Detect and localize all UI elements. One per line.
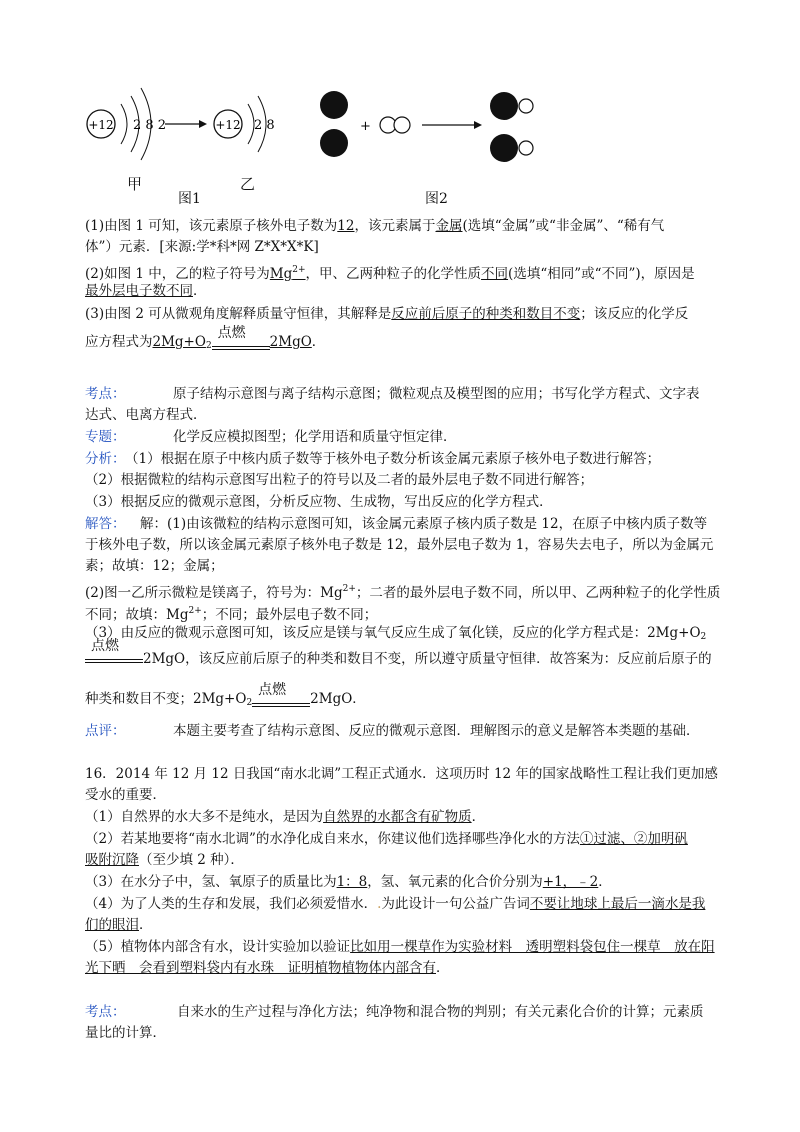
- figure-1-label-yi: 乙: [240, 175, 256, 193]
- q15-answer-ion-symbol: $Mg^{2+}$: [269, 265, 306, 282]
- electron-shells-jia: 2 8 2: [133, 118, 167, 133]
- q15-answer-electron-count: 12: [337, 218, 355, 234]
- a15-jieda-line4: (2)图一乙所示微粒是镁离子，符号为：$Mg^{2+}$；二者的最外层电子数不同，所以甲、乙两种粒子的化学性质: [85, 584, 721, 601]
- reaction-condition-3: 点燃: [252, 694, 310, 712]
- a15-fenxi-line2: （2）根据微粒的结构示意图写出粒子的符号以及二者的最外层电子数不同进行解答；: [85, 472, 594, 488]
- a15-jieda-line5: 不同；故填：$Mg^{2+}$；不同；最外层电子数不同；: [85, 606, 378, 623]
- q16-answer-4b: 们的眼泪: [85, 917, 139, 933]
- q15-part2-line2: 最外层电子数不同．: [85, 283, 207, 299]
- mgo-molecules-icon: [490, 92, 533, 162]
- q16-answer-3a: 1：8: [336, 874, 368, 890]
- q16-part5-line2: 光下晒 会看到塑料袋内有水珠 证明植物植物体内部含有．: [85, 960, 450, 976]
- a15-jieda-line6: （3）由反应的微观示意图可知，该反应是镁与氧气反应生成了氧化镁，反应的化学方程式是：$2Mg+O_2$: [85, 625, 707, 642]
- oxygen-molecule-icon: [380, 117, 410, 133]
- q16-part3: （3）在水分子中，氢、氧原子的质量比为1：8，氢、氧元素的化合价分别为+1，﹣2．: [85, 874, 612, 890]
- q15-part1-line1: (1)由图 1 可知，该元素原子核外电子数为12，该元素属于金属(选填“金属”或“非金属”、“稀有气: [85, 218, 665, 234]
- figure-1-diagram: [75, 80, 285, 175]
- a15-kaodian-line1: 考点： 原子结构示意图与离子结构示意图；微粒观点及模型图的应用；书写化学方程式、文字表: [85, 386, 700, 402]
- q15-answer-property: 不同: [481, 266, 509, 282]
- a15-kaodian-line2: 达式、电离方程式．: [85, 407, 207, 423]
- q16-part2-line1: （2）若某地要将“南水北调”的水净化成自来水，你建议他们选择哪些净化水的方法①过滤、②加明矾: [85, 831, 688, 847]
- electron-shells-yi: 2 8: [254, 118, 275, 133]
- a15-fenxi-line1: 分析：（1）根据在原子中核内质子数等于核外电子数分析该金属元素原子核外电子数进行解答；: [85, 451, 661, 467]
- q16-answer-5b: 光下晒 会看到塑料袋内有水珠 证明植物植物体内部含有: [85, 960, 436, 976]
- figure-1-caption: 图1: [178, 191, 201, 207]
- a15-zhuanti: 专题： 化学反应模拟图型；化学用语和质量守恒定律．: [85, 429, 457, 445]
- a16-kaodian-line2: 量比的计算．: [85, 1025, 166, 1041]
- reaction-arrow-icon: [165, 120, 207, 128]
- q16-answer-3b: +1，﹣2: [542, 874, 599, 890]
- q16-part1: （1）自然界的水大多不是纯水，是因为自然界的水都含有矿物质．: [85, 809, 486, 825]
- q15-answer-element-type: 金属: [435, 218, 463, 234]
- q15-part3-line1: (3)由图 2 可从微观角度解释质量守恒律，其解释是反应前后原子的种类和数目不变；该反应的化学反: [85, 306, 689, 322]
- atom-structure-jia: [87, 88, 166, 160]
- plus-sign: +: [360, 119, 371, 134]
- q16-part5-line1: （5）植物体内部含有水，设计实验加以验证比如用一棵草作为实验材料 透明塑料袋包住一棵草 放在阳: [85, 939, 715, 955]
- q15-part3-line2: 应方程式为$2Mg+O_2$ 点燃 2MgO．: [85, 333, 325, 355]
- q16-title-line1: 16．2014 年 12 月 12 日我国“南水北调”工程正式通水．这项历时 12 年的国家战略性工程让我们更加感: [85, 766, 718, 782]
- q15-answer-reason: 最外层电子数不同: [85, 283, 193, 299]
- q15-answer-equation: $2Mg+O_2$ 点燃 2MgO: [153, 334, 312, 350]
- figure-2-diagram: [310, 88, 550, 168]
- q16-answer-1: 自然界的水都含有矿物质: [323, 809, 472, 825]
- a15-jieda-line8: 种类和数目不变；$2Mg+O_2$ 点燃 2MgO．: [85, 690, 366, 712]
- reaction-condition: 点燃: [212, 337, 270, 355]
- q15-answer-explanation: 反应前后原子的种类和数目不变: [391, 306, 581, 322]
- q16-title-line2: 受水的重要．: [85, 787, 166, 803]
- a15-fenxi-line3: （3）根据反应的微观示意图，分析反应物、生成物，写出反应的化学方程式．: [85, 494, 553, 510]
- q16-part4-line2: 们的眼泪．: [85, 917, 153, 933]
- q16-part2-line2: 吸附沉降（至少填 2 种）．: [85, 852, 244, 868]
- q15-part1-line2: 体”）元素．[来源:学*科*网 Z*X*X*K]: [85, 239, 319, 255]
- magnesium-atoms-icon: [320, 91, 348, 157]
- q15-part2-line1: (2)如图 1 中，乙的粒子符号为$Mg^{2+}$，甲、乙两种粒子的化学性质不同(选填“相同”或“不同”)，原因是: [85, 265, 695, 282]
- a15-jieda-line7: 点燃 2MgO，该反应前后原子的种类和数目不变，所以遵守质量守恒律．故答案为：反应前后原子的: [85, 650, 712, 668]
- a15-jieda-line1: 解答： 解：(1)由该微粒的结构示意图可知，该金属元素原子核内质子数是 12，在原子中核内质子数等: [85, 516, 708, 532]
- a16-kaodian-line1: 考点： 自来水的生产过程与净化方法；纯净物和混合物的判别；有关元素化合价的计算；元素质: [85, 1004, 704, 1020]
- reaction-condition-2: 点燃: [85, 650, 143, 668]
- q16-answer-2a: ①过滤、②加明矾: [579, 831, 688, 847]
- atom-structure-yi: [214, 96, 275, 152]
- a15-jieda-line2: 于核外电子数，所以该金属元素原子核外电子数是 12，最外层电子数为 1，容易失去电子，所以为金属元: [85, 537, 714, 553]
- reaction-arrow-2-icon: [422, 121, 482, 129]
- nucleus-charge-jia: +12: [88, 118, 114, 132]
- nucleus-charge-yi: +12: [215, 118, 241, 132]
- q16-answer-2b: 吸附沉降: [85, 852, 139, 868]
- a15-dianping: 点评： 本题主要考查了结构示意图、反应的微观示意图．理解图示的意义是解答本类题的基础．: [85, 723, 700, 739]
- figure-1-label-jia: 甲: [127, 175, 143, 193]
- q16-answer-4a: 不要让地球上最后一滴水是我: [529, 896, 706, 912]
- q16-answer-5a: 比如用一棵草作为实验材料 透明塑料袋包住一棵草 放在阳: [350, 939, 715, 955]
- a15-jieda-line3: 素；故填：12；金属；: [85, 558, 224, 574]
- figure-2-caption: 图2: [425, 191, 448, 207]
- q16-part4-line1: （4）为了人类的生存和发展，我们必须爱惜水．.为此设计一句公益广告词不要让地球上最后一滴水是我: [85, 896, 706, 912]
